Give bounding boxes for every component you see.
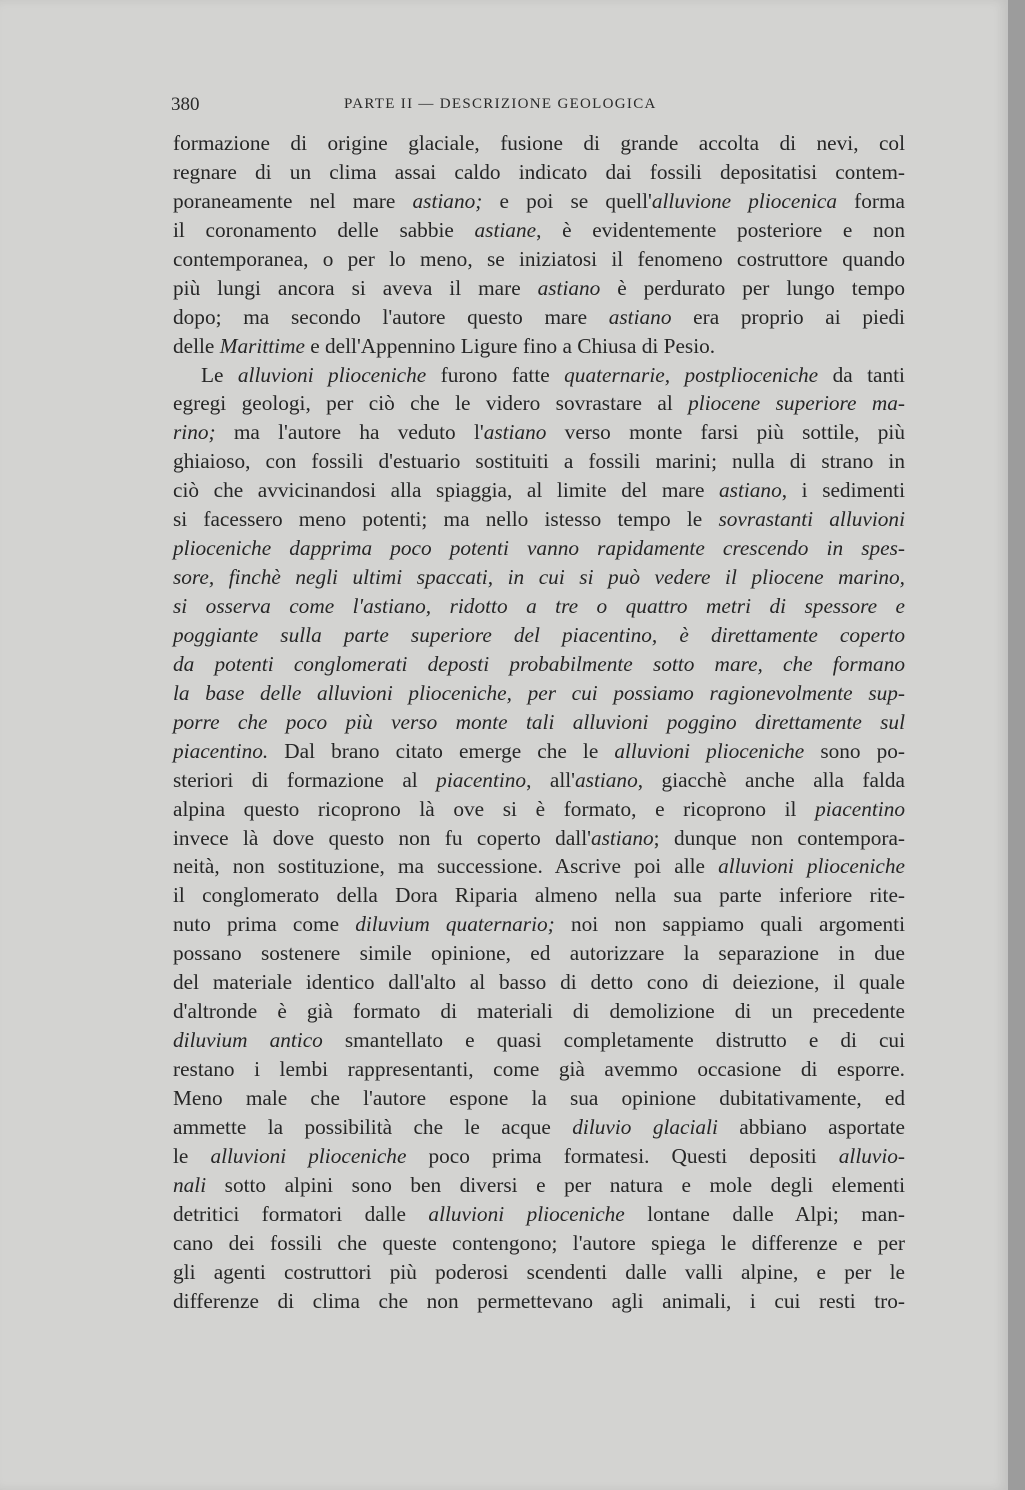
text-line: differenze di clima che non permettevano agli animali, i cui resti tro-: [173, 1288, 905, 1313]
body-text: [173, 129, 905, 1315]
text-line: poraneamente nel mare astiano; e poi se quell'alluvione pliocenica forma: [173, 188, 906, 213]
page-edge-shadow: [1008, 0, 1025, 1490]
text-line: rino; ma l'autore ha veduto l'astiano verso monte farsi più sottile, più: [173, 420, 905, 445]
text-line: plioceniche dapprima poco potenti vanno rapidamente crescendo in spes-: [173, 536, 905, 561]
text-line: ghiaioso, con fossili d'estuario sostituiti a fossili marini; nulla di strano in: [173, 449, 905, 474]
text-line: il conglomerato della Dora Riparia almeno nella sua parte inferiore rite-: [173, 883, 905, 908]
text-line: piacentino. Dal brano citato emerge che le alluvioni plioceniche sono po-: [173, 738, 905, 763]
text-line: cano dei fossili che queste contengono; l'autore spiega le differenze e per: [173, 1230, 905, 1255]
running-head: PARTE II — DESCRIZIONE GEOLOGICA: [344, 96, 657, 112]
text-line: delle Marittime e dell'Appennino Ligure fino a Chiusa di Pesio.: [173, 333, 716, 358]
text-line: si osserva come l'astiano, ridotto a tre o quattro metri di spessore e: [173, 594, 905, 618]
text-line: possano sostenere simile opinione, ed autorizzare la separazione in due: [173, 941, 905, 966]
text-line: diluvium antico smantellato e quasi completamente distrutto e di cui: [173, 1028, 905, 1053]
text-line: alpina questo ricoprono là ove si è formato, e ricoprono il piacentino: [173, 796, 905, 821]
text-line: formazione di origine glaciale, fusione di grande accolta di nevi, col: [173, 131, 905, 155]
text-line: più lungi ancora si aveva il mare astiano è perdurato per lungo tempo: [173, 275, 906, 300]
text-line: contemporanea, o per lo meno, se iniziatosi il fenomeno costruttore quando: [173, 246, 905, 271]
text-line: ciò che avvicinandosi alla spiaggia, al limite del mare astiano, i sedimenti: [173, 478, 905, 503]
text-line: nali sotto alpini sono ben diversi e per natura e mole degli elementi: [173, 1172, 905, 1197]
text-line: le alluvioni plioceniche poco prima formatesi. Questi depositi alluvio-: [173, 1143, 905, 1168]
text-line: Meno male che l'autore espone la sua opinione dubitativamente, ed: [173, 1085, 905, 1110]
text-line: detritici formatori dalle alluvioni plioceniche lontane dalle Alpi; man-: [173, 1201, 906, 1226]
text-line: restano i lembi rappresentanti, come già avemmo occasione di esporre.: [173, 1057, 905, 1081]
text-line: neità, non sostituzione, ma successione. Ascrive poi alle alluvioni plioceniche: [173, 854, 905, 879]
text-line: sore, finchè negli ultimi spaccati, in cui si può vedere il pliocene marino,: [173, 565, 905, 590]
text-line: si facessero meno potenti; ma nello istesso tempo le sovrastanti alluvioni: [173, 507, 905, 532]
text-line: da potenti conglomerati deposti probabilmente sotto mare, che formano: [173, 651, 905, 676]
text-line: d'altronde è già formato di materiali di demolizione di un precedente: [173, 999, 905, 1024]
text-line: ammette la possibilità che le acque diluvio glaciali abbiano asportate: [173, 1114, 905, 1139]
text-line: Le alluvioni plioceniche furono fatte quaternarie, postplioceniche da tanti: [201, 362, 905, 387]
page-number: 380: [171, 94, 200, 115]
text-line: il coronamento delle sabbie astiane, è evidentemente posteriore e non: [173, 217, 905, 242]
text-line: nuto prima come diluvium quaternario; noi non sappiamo quali argomenti: [173, 912, 905, 937]
text-line: del materiale identico dall'alto al basso di detto cono di deiezione, il quale: [173, 970, 905, 995]
text-line: regnare di un clima assai caldo indicato dai fossili depositatisi contem-: [173, 159, 905, 184]
text-line: poggiante sulla parte superiore del piacentino, è direttamente coperto: [173, 622, 905, 647]
text-line: gli agenti costruttori più poderosi scendenti dalle valli alpine, e per le: [173, 1259, 905, 1284]
text-line: porre che poco più verso monte tali alluvioni poggino direttamente sul: [173, 709, 905, 734]
text-line: dopo; ma secondo l'autore questo mare astiano era proprio ai piedi: [173, 304, 905, 329]
text-line: steriori di formazione al piacentino, all'astiano, giacchè anche alla falda: [173, 767, 905, 792]
text-line: invece là dove questo non fu coperto dall'astiano; dunque non contempora-: [173, 825, 905, 850]
text-line: la base delle alluvioni plioceniche, per cui possiamo ragionevolmente sup-: [173, 680, 905, 705]
text-line: egregi geologi, per ciò che le videro sovrastare al pliocene superiore ma-: [173, 391, 905, 416]
page-header: [171, 94, 906, 118]
